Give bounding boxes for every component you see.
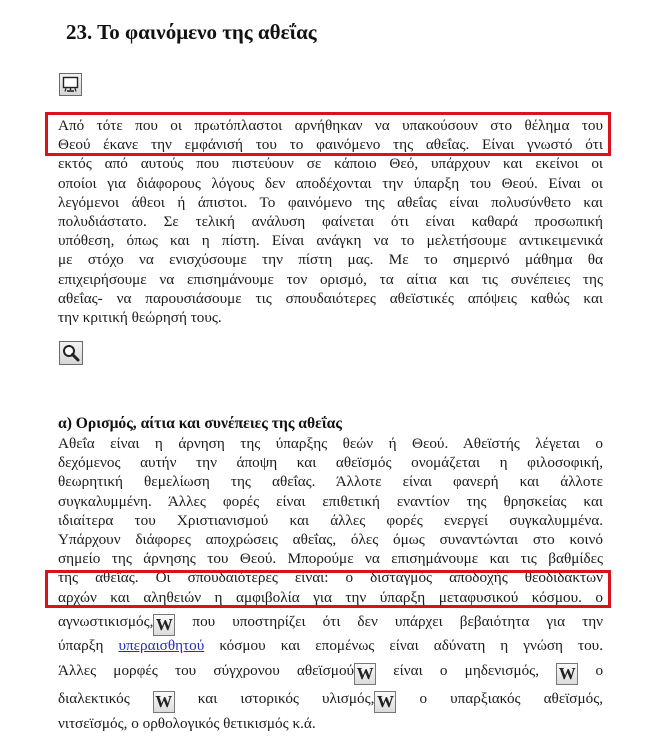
agnosticism-line [58, 612, 603, 655]
intro-paragraph [58, 116, 603, 327]
forms-line [58, 660, 603, 685]
text-line: Αθεΐα είναι η άρνηση της ύπαρξης θεών ή Θεού. Αθεϊστής λέγεται ο [58, 435, 603, 452]
materialism-line [58, 688, 603, 713]
text-line: ιδιαίτερα του Χριστιανισμού και άλλες φορές ενεργεί συγκαλυμμένα. [58, 511, 603, 529]
text-line: οποίοι για διάφορους λόγους δεν αποδέχονται την ύπαρξη του Θεού. Είναι οι [58, 174, 603, 192]
section-heading: α) Ορισμός, αίτια και συνέπειες της αθεΐας [58, 415, 342, 432]
wikipedia-w-icon[interactable]: W [153, 691, 175, 713]
text-line: δεχόμενος αυτήν την άποψη και αθεϊσμός ονομάζεται η φιλοσοφική, [58, 454, 603, 472]
article-text: ο [595, 662, 604, 679]
text-line: της αθεΐας. Οι σπουδαιότερες είναι: ο δισταγμός αποδοχής θεοδίδακτων [58, 569, 603, 587]
text-line: Υπάρχουν διάφορες αποχρώσεις αθεΐας, όλες όμως συναντώνται στο κοινό [58, 530, 603, 548]
historical-materialism-text: και ιστορικός υλισμός, [197, 690, 375, 707]
last-line [58, 714, 603, 733]
text-line: σημείο της άρνησης του Θεού. Μπορούμε να επισημάνουμε και τις βαθμίδες [58, 550, 603, 568]
agnosticism-text-cont: που υποστηρίζει ότι δεν υπάρχει βεβαιότητα για την [192, 613, 603, 630]
text-line: Θεού έκανε την εμφάνισή του το φαινόμενο της αθεΐας. Είναι γνωστό ότι [58, 136, 603, 154]
text-line [58, 688, 603, 713]
text-line [58, 612, 603, 636]
nihilism-text: είναι ο μηδενισμός, [393, 662, 539, 679]
wikipedia-w-icon[interactable]: W [556, 663, 578, 685]
text-line: συγκαλυμμένη. Άλλες φορές είναι επιθετική εναντίον της θρησκείας και [58, 492, 603, 510]
text-line: αθεΐας- να παρουσιάσουμε τις σπουδαιότερες αθεϊστικές απόψεις καθώς και [58, 289, 603, 307]
text-line: θεωρητική θεμελίωση της αθεΐας. Άλλοτε είναι φανερή και άλλοτε [58, 473, 603, 491]
forms-text: Άλλες μορφές του σύγχρονου αθεϊσμού [58, 662, 355, 679]
text-line: νιτσεϊσμός, ο ορθολογικός θετικισμός κ.ά. [58, 715, 316, 732]
world-text: κόσμου και επομένως είναι αδύνατη η γνώση του. [219, 636, 603, 654]
text-line: επιχειρήσουμε να επισημάνουμε τον ορισμό, τα αίτια και τις συνέπειες της [58, 270, 603, 288]
text-line: εκτός από αυτούς που πιστεύουν σε κάποιο Θεό, υπάρχουν και εκείνοι οι [58, 155, 603, 173]
text-line: αρχών και αληθειών η αμφιβολία για την ύπαρξη μεταφυσικού κόσμου. ο [58, 588, 603, 606]
text-line: την κριτική θεώρησή τους. [58, 308, 222, 326]
text-line: πολυδιάστατο. Σε τελική ανάλυση φαίνεται ότι είναι καθαρά προσωπική [58, 212, 603, 230]
existence-text: ύπαρξη [58, 636, 104, 654]
section-a-paragraph [58, 434, 603, 607]
text-line [58, 636, 603, 655]
existential-atheism-text: ο υπαρξιακός αθεϊσμός, [419, 690, 604, 707]
presentation-screen-icon[interactable] [59, 73, 82, 96]
text-line: με στόχο να ενισχύσουμε την πίστη μας. Με το σημερινό μάθημα θα [58, 251, 603, 269]
wikipedia-w-icon[interactable]: W [354, 663, 376, 685]
text-line: λεγόμενοι άθεοι ή άπιστοι. Το φαινόμενο της αθεΐας είναι πολυσύνθετο και [58, 193, 603, 211]
page-title: 23. Το φαινόμενο της αθεΐας [66, 20, 317, 44]
dialectical-text: διαλεκτικός [58, 690, 130, 707]
wikipedia-w-icon[interactable]: W [153, 614, 175, 636]
text-line: Από τότε που οι πρωτόπλαστοι αρνήθηκαν να υπακούσουν στο θέλημα του [58, 117, 603, 134]
text-line: υπόθεση, όπως και η πίστη. Είναι ανάγκη να το μελετήσουμε αντικειμενικά [58, 232, 603, 250]
wikipedia-w-icon[interactable]: W [374, 691, 396, 713]
text-line [58, 660, 603, 685]
magnifier-icon[interactable] [59, 341, 83, 365]
agnosticism-text: αγνωστικισμός, [58, 613, 154, 630]
hyperlink-supersensible[interactable]: υπεραισθητού [118, 636, 205, 654]
